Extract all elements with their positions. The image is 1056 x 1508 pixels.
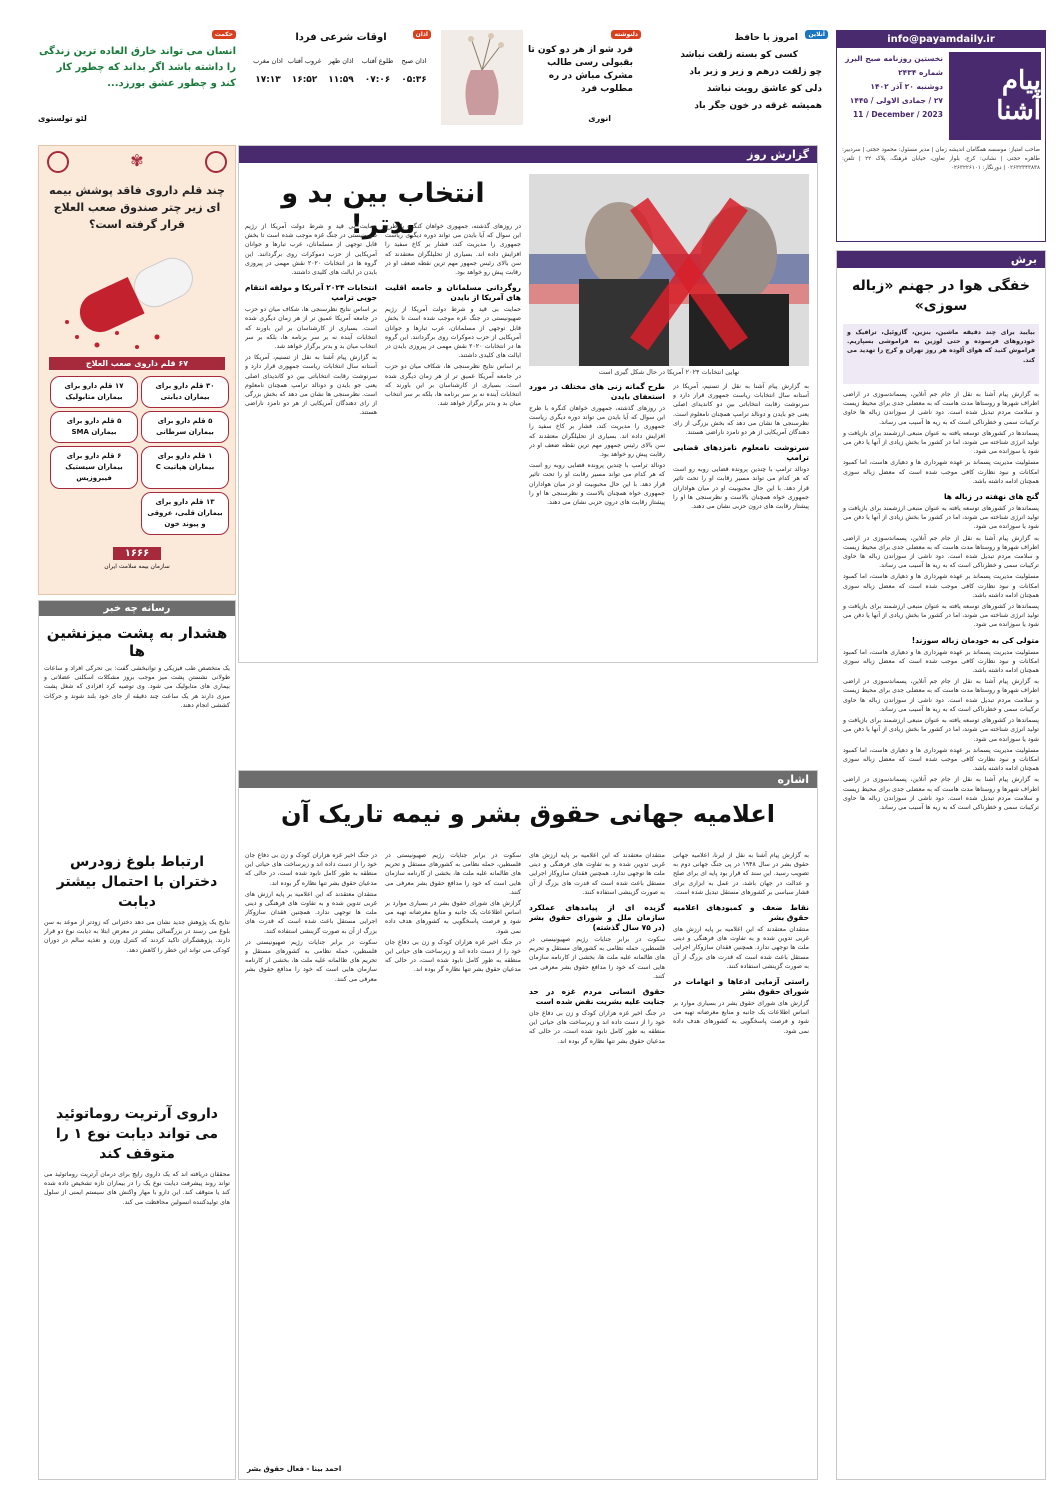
prayer-time-cell (324, 57, 358, 85)
date-gregorian: 11 / December / 2023 (852, 110, 943, 119)
date-persian: دوشنبه ۲۰ آذر ۱۴۰۲ (870, 82, 943, 91)
masthead-credits: صاحب امتیاز: موسسه همگامان اندیشه زمان | مدیر مسئول: محمود حجتی | سردبیر: طاهره حجتی | نشانی: کرج، بلوار تعاون، خیابان فرهنگ، پلاک ۲۲ | تلفن: ۰۲۶۳۲۳۴۳۸۳۸ | دورنگار: ۰۲۶۳۲۲۶۱۰۱ (842, 147, 1040, 171)
ishareh-headline: اعلامیه جهانی حقوق بشر و نیمه تاریک آن (281, 800, 775, 828)
poem-line: چو زلفت درهم و زیر و زبر باد (689, 67, 822, 77)
insurance-logo (47, 151, 69, 173)
section-header: اشاره (239, 771, 817, 788)
section-header: برش (837, 251, 1045, 268)
ishareh-footer: احمد بینا - فعال حقوق بشر (247, 1465, 342, 1473)
poem-tag: آنلاین (805, 30, 828, 39)
ad-footer: سازمان بیمه سلامت ایران (104, 563, 170, 570)
photo-caption: نهایی انتخابات ۲۰۲۴ آمریکا در حال شکل گیری است (598, 368, 740, 376)
ad-hotline: ۱۶۶۶ (39, 541, 235, 560)
vase-image (441, 30, 523, 125)
quote-author: انوری (588, 114, 611, 123)
bresh-body: به گزارش پیام آشنا به نقل از جام جم آنلاین، پسماندسوزی در اراضی اطراف شهرها و روستاها مدت هاست که به معضلی جدی برای محیط زیست و سلامت مردم تبدیل شده است. دود ناشی از سوزاندن زباله ها حاوی ترکیبات سمی و خطرناکی است که به ریه ها آسیب می رساند. پسماندها در کشورهای توسعه یافته به عنوان منبعی ارزشمند برای بازیافت و تولید انرژی شناخته می شوند، اما در کشور ما بخش زیادی از آنها یا دفن می شود یا سوزانده می شود. مسئولیت مدیریت پسماند بر عهده شهرداری ها و دهیاری هاست، اما کمبود امکانات و نبود نظارت کافی موجب شده است که معضل زباله سوزی همچنان ادامه داشته باشد. گنج های نهفته در زباله ها پسماندها در کشورهای توسعه یافته به عنوان منبعی ارزشمند برای بازیافت و تولید انرژی شناخته می شوند، اما در کشور ما بخش زیادی از آنها یا دفن می شود یا سوزانده می شود. به گزارش پیام آشنا به نقل از جام جم آنلاین، پسماندسوزی در اراضی اطراف شهرها و روستاها مدت هاست که به معضلی جدی برای محیط زیست و سلامت مردم تبدیل شده است. دود ناشی از سوزاندن زباله ها حاوی ترکیبات سمی و خطرناکی است که به ریه ها آسیب می رساند. مسئولیت مدیریت پسماند بر عهده شهرداری ها و دهیاری هاست، اما کمبود امکانات و نبود نظارت کافی موجب شده است که معضل زباله سوزی همچنان ادامه داشته باشد. پسماندها در کشورهای توسعه یافته به عنوان منبعی ارزشمند برای بازیافت و تولید انرژی شناخته می شوند، اما در کشور ما بخش زیادی از آنها یا دفن می شود یا سوزانده می شود. متولی کی به خودمان زباله سوزند! مسئولیت مدیریت پسماند بر عهده شهرداری ها و دهیاری هاست، اما کمبود امکانات و نبود نظارت کافی موجب شده است که معضل زباله سوزی همچنان ادامه داشته باشد. به گزارش پیام آشنا به نقل از جام جم آنلاین، پسماندسوزی در اراضی اطراف شهرها و روستاها مدت هاست که به معضلی جدی برای محیط زیست و سلامت مردم تبدیل شده است. دود ناشی از سوزاندن زباله ها حاوی ترکیبات سمی و خطرناکی است که به ریه ها آسیب می رساند. پسماندها در کشورهای توسعه یافته به عنوان منبعی ارزشمند برای بازیافت و تولید انرژی شناخته می شوند، اما در کشور ما بخش زیادی از آنها یا دفن می شود یا سوزانده می شود. مسئولیت مدیریت پسماند بر عهده شهرداری ها و دهیاری هاست، اما کمبود امکانات و نبود نظارت کافی موجب شده است که معضل زباله سوزی همچنان ادامه داشته باشد. به گزارش پیام آشنا به نقل از جام جم آنلاین، پسماندسوزی در اراضی اطراف شهرها و روستاها مدت هاست که به معضلی جدی برای محیط زیست و سلامت مردم تبدیل شده است. دود ناشی از سوزاندن زباله ها حاوی ترکیبات سمی و خطرناکی است که به ریه ها آسیب می رساند. (843, 391, 1039, 811)
masthead-email[interactable]: info@payamdaily.ir (837, 31, 1045, 48)
prayer-time-value: ۰۷:۰۶ (364, 75, 391, 85)
ad-headline: چند قلم داروی فاقد پوشش بیمه ای زیر چتر صندوق صعب العلاج قرار گرفته است؟ (49, 184, 225, 231)
ishareh-column-3: سکوت در برابر جنایات رژیم صهیونیستی در فلسطین، حمله نظامی به کشورهای مستقل و تحریم های ظالمانه علیه ملت ها، بخشی از کارنامه سازمان هایی است که خود را مدافع حقوق بشر معرفی می کنند. گزارش های شورای حقوق بشر در بسیاری موارد بر اساس اطلاعات یک جانبه و منابع مغرضانه تهیه می شود و فرصت پاسخگویی به کشورهای هدف داده نمی شود. در جنگ اخیر غزه هزاران کودک و زن بی دفاع جان خود را از دست داده اند و زیرساخت های حیاتی این منطقه به طور کامل نابود شده است، در حالی که مدعیان حقوق بشر تنها نظاره گر بوده اند. (385, 852, 521, 974)
prayer-time-cell (397, 57, 431, 85)
quote-box-middle (441, 30, 641, 125)
prayer-title: اوقات شرعی فردا (295, 32, 387, 43)
ishareh-column-4: در جنگ اخیر غزه هزاران کودک و زن بی دفاع جان خود را از دست داده اند و زیرساخت های حیاتی این منطقه به طور کامل نابود شده است، در حالی که مدعیان حقوق بشر تنها نظاره گر بوده اند. منتقدان معتقدند که این اعلامیه بر پایه ارزش های غربی تدوین شده و به تفاوت های فرهنگی و دینی ملت ها توجهی ندارد. همچنین فقدان سازوکار اجرایی مستقل باعث شده است که قدرت های بزرگ از آن به صورت گزینشی استفاده کنند. سکوت در برابر جنایات رژیم صهیونیستی در فلسطین، حمله نظامی به کشورهای مستقل و تحریم های ظالمانه علیه ملت ها، بخشی از کارنامه سازمان هایی است که خود را مدافع حقوق بشر معرفی می کنند. (245, 852, 377, 983)
ad-item: ۳۰ قلم دارو برای بیماران دیابتی (141, 376, 229, 408)
quote-tag: دلنوشته (611, 30, 641, 39)
bresh-column (836, 250, 1046, 1480)
health-body-2: نتایج یک پژوهش جدید نشان می دهد دخترانی که زودتر از موعد به سن بلوغ می رسند در بزرگسالی بیشتر در معرض ابتلا به دیابت نوع دو قرار دارند. پژوهشگران تاکید کردند که کنترل وزن و تغذیه سالم در دوران کودکی می تواند این خطر را کاهش دهد. (44, 919, 230, 954)
issue-number: شماره ۲۴۳۴ (898, 68, 943, 77)
ad-item: ۱ قلم دارو برای بیماران هپاتیت C (141, 446, 229, 489)
section-header: گزارش روز (239, 146, 817, 163)
prayer-tag: اذان (413, 30, 431, 39)
drug-insurance-ad[interactable] (38, 145, 236, 595)
health-ministry-logo (205, 151, 227, 173)
report-column-4: حمایت بی قید و شرط دولت آمریکا از رژیم صهیونیستی در جنگ غزه موجب شده است تا بخش قابل توجهی از مسلمانان، عرب تبارها و جوانان آمریکایی از حزب دموکرات روی برگردانند. این گروه ها در انتخابات ۲۰۲۰ نقش مهمی در پیروزی بایدن در ایالت های کلیدی داشتند. انتخابات ۲۰۲۴ آمریکا و مولفه انتقام جویی ترامپ بر اساس نتایج نظرسنجی ها، شکاف میان دو حزب در جامعه آمریکا عمیق تر از هر زمان دیگری شده است. بسیاری از کارشناسان بر این باورند که انتخابات آینده نه بر سر برنامه ها، بلکه بر سر انتخاب میان بد و بدتر برگزار خواهد شد. به گزارش پیام آشنا به نقل از تسنیم، آمریکا در آستانه سال انتخابات ریاست جمهوری قرار دارد و سرنوشت رقابت انتخاباتی بین دو کاندیدای اصلی یعنی جو بایدن و دونالد ترامپ همچنان نامعلوم است. نظرسنجی ها نشان می دهد که بخش بزرگی از رای دهندگان آمریکایی از هر دو نامزد ناراضی هستند. (245, 223, 377, 417)
section-header: رسانه چه خبر (39, 601, 235, 616)
quote-text: فرد شو از هر دو کون تا بقبولی رسی طالب مشرک مباش در ره مطلوب فرد (527, 45, 633, 94)
health-headline-2: ارتباط بلوغ زودرس دختران با احتمال بیشتر دیابت (56, 854, 218, 910)
prayer-times-box (251, 30, 431, 122)
prayer-time-label: طلوع آفتاب (361, 57, 394, 65)
prayer-table (251, 57, 431, 85)
ad-item: ۵ قلم دارو برای بیماران سرطانی (141, 411, 229, 443)
report-section (238, 145, 818, 663)
ad-item: ۶ قلم دارو برای بیماران سیستیک فیبروزیس (50, 446, 138, 489)
emblem-logo: ✾ (130, 151, 144, 170)
quote-left-author: لئو تولستوی (38, 114, 87, 123)
health-headline-3: داروی آرتریت روماتوئید می تواند دیابت نوع ۱ را متوقف کند (55, 1106, 219, 1162)
date-hijri: ۲۷ / جمادی الاولی / ۱۴۴۵ (849, 96, 943, 105)
bresh-lead: بیایید برای چند دقیقه ماشین، بنزین، گازوئیل، ترافیک و خودروهای فرسوده و حتی لوزین به فراموشی بسپاریم. فراموش کنید که هوای آلوده هر روز تهران و کرج را تهدید می کند. (843, 324, 1039, 384)
ishareh-section (238, 770, 818, 1480)
health-news-column (38, 600, 236, 1480)
ad-item: ۱۷ قلم دارو برای بیماران متابولیک (50, 376, 138, 408)
poem-line: همیشه غرقه در خون جگر باد (694, 101, 822, 111)
prayer-time-value: ۱۷:۱۳ (255, 75, 281, 85)
biden-trump-photo (529, 174, 809, 366)
prayer-time-cell (251, 57, 285, 85)
ad-item: ۵ قلم دارو برای بیماران SMA (50, 411, 138, 443)
quote-left-text: انسان می تواند خارق العاده ترین زندگی را داشته باشد اگر بداند که چطور کار کند و چطور عشق بورزد... (38, 46, 236, 89)
bresh-headline: خفگی هوا در جهنم «زباله سوزی» (852, 278, 1030, 314)
health-headline-1: هشدار به پشت میزنشین ها (46, 624, 228, 660)
newspaper-logo: پیام آشنا (949, 52, 1041, 140)
report-headline: انتخاب بین بد و بدتر! (281, 178, 485, 240)
quote-left-tag: حکمت (212, 30, 236, 39)
prayer-time-value: ۱۱:۵۹ (328, 75, 354, 85)
masthead-subtitle: نخستین روزنامه صبح البرز (845, 54, 943, 63)
masthead (836, 30, 1046, 242)
ad-banner: ۶۷ قلم داروی صعب العلاج (49, 357, 225, 370)
poem-line: کسی کو بسته زلفت نباشد (680, 50, 798, 60)
poem-title: امروز با حافظ (734, 33, 798, 43)
health-body-1: یک متخصص طب فیزیکی و توانبخشی گفت: بی تحرکی افراد و ساعات طولانی نشستن پشت میز موجب بروز مشکلات اسکلتی عضلانی و بیماری های متابولیک می شود. وی توصیه کرد افرادی که شغل پشت میزی دارند هر یک ساعت چند دقیقه از جای خود بلند شوند و حرکات کششی انجام دهند. (44, 665, 230, 709)
prayer-time-label: اذان صبح (401, 57, 427, 65)
health-body-3: محققان دریافته اند که یک داروی رایج برای درمان آرتریت روماتوئید می تواند روند پیشرفت دیابت نوع یک را در بیماران تازه تشخیص داده شده کند یا متوقف کند. این دارو با مهار واکنش های سیستم ایمنی از سلول های تولیدکننده انسولین محافظت می کند. (44, 1171, 230, 1206)
prayer-time-label: اذان ظهر (328, 57, 354, 65)
prayer-time-label: غروب آفتاب (287, 57, 322, 65)
poem-box (648, 30, 828, 122)
prayer-time-value: ۰۵:۳۶ (401, 75, 427, 85)
poem-line: دلی کو عاشق رویت نباشد (706, 84, 822, 94)
quote-box-left (38, 30, 236, 125)
ishareh-column-2: منتقدان معتقدند که این اعلامیه بر پایه ارزش های غربی تدوین شده و به تفاوت های فرهنگی و دینی ملت ها توجهی ندارد. همچنین فقدان سازوکار اجرایی مستقل باعث شده است که قدرت های بزرگ از آن به صورت گزینشی استفاده کنند. گزیده ای از پیامدهای عملکرد سازمان ملل و شورای حقوق بشر (در ۷۵ سال گذشته) سکوت در برابر جنایات رژیم صهیونیستی در فلسطین، حمله نظامی به کشورهای مستقل و تحریم های ظالمانه علیه ملت ها، بخشی از کارنامه سازمان هایی است که خود را مدافع حقوق بشر معرفی می کنند. حقوق انسانی مردم غزه در حد جنایت علیه بشریت نقض شده است در جنگ اخیر غزه هزاران کودک و زن بی دفاع جان خود را از دست داده اند و زیرساخت های حیاتی این منطقه به طور کامل نابود شده است، در حالی که مدعیان حقوق بشر تنها نظاره گر بوده اند. (529, 852, 665, 1045)
ad-item: ۱۳ قلم دارو برای بیماران قلبی، عروقی و پیوند خون (141, 492, 229, 535)
ishareh-column-1: به گزارش پیام آشنا به نقل از ایرنا، اعلامیه جهانی حقوق بشر در سال ۱۹۴۸ در پی جنگ جهانی دوم به تصویب رسید. این سند که قرار بود پایه ای برای صلح و عدالت در جهان باشد، در عمل به ابزاری برای فشار سیاسی بر کشورهای مستقل تبدیل شده است. نقاط ضعف و کمبودهای اعلامیه حقوق بشر منتقدان معتقدند که این اعلامیه بر پایه ارزش های غربی تدوین شده و به تفاوت های فرهنگی و دینی ملت ها توجهی ندارد. همچنین فقدان سازوکار اجرایی مستقل باعث شده است که قدرت های بزرگ از آن به صورت گزینشی استفاده کنند. راستی آزمایی ادعاها و اتهامات در شورای حقوق بشر گزارش های شورای حقوق بشر در بسیاری موارد بر اساس اطلاعات یک جانبه و منابع مغرضانه تهیه می شود و فرصت پاسخگویی به کشورهای هدف داده نمی شود. (673, 852, 809, 1035)
prayer-time-value: ۱۶:۵۲ (291, 75, 318, 85)
report-column-2: طرح گمانه زنی های مختلف در مورد استعفای بایدن در روزهای گذشته، جمهوری خواهان کنگره با طرح این سوال که آیا بایدن می تواند دوره دیگری ریاست جمهوری را مدیریت کند، فشار بر کاخ سفید را افزایش داده اند. بسیاری از تحلیلگران معتقدند که سن بالای رئیس جمهور مهم ترین نقطه ضعف او در رقابت پیش رو خواهد بود. دونالد ترامپ با چندین پرونده قضایی روبه رو است که هر کدام می تواند مسیر رقابت او را تحت تاثیر قرار دهد. با این حال محبوبیت او در میان هواداران جمهوری خواه همچنان بالاست و نظرسنجی ها او را پیشتاز رقابت های درون حزبی نشان می دهند. (529, 382, 665, 507)
prayer-time-cell (361, 57, 395, 85)
report-intro: به گزارش پیام آشنا به نقل از تسنیم، آمریکا در آستانه سال انتخابات ریاست جمهوری قرار دارد و سرنوشت رقابت انتخاباتی بین دو کاندیدای اصلی یعنی جو بایدن و دونالد ترامپ همچنان نامعلوم است. نظرسنجی ها نشان می دهد که بخش بزرگی از رای دهندگان آمریکایی از هر دو نامزد ناراضی هستند. سرنوشت نامعلوم نامزدهای قضایی ترامپ دونالد ترامپ با چندین پرونده قضایی روبه رو است که هر کدام می تواند مسیر رقابت او را تحت تاثیر قرار دهد. با این حال محبوبیت او در میان هواداران جمهوری خواه همچنان بالاست و نظرسنجی ها او را پیشتاز رقابت های درون حزبی نشان می دهند. (673, 383, 809, 511)
ad-item-list (39, 370, 235, 535)
prayer-time-cell (288, 57, 322, 85)
capsule-illustration (39, 237, 235, 357)
report-column-3: در روزهای گذشته، جمهوری خواهان کنگره با طرح این سوال که آیا بایدن می تواند دوره دیگری ریاست جمهوری را مدیریت کند، فشار بر کاخ سفید را افزایش داده اند. بسیاری از تحلیلگران معتقدند که سن بالای رئیس جمهور مهم ترین نقطه ضعف او در رقابت پیش رو خواهد بود. روگردانی مسلمانان و جامعه اقلیت های آمریکا از بایدن حمایت بی قید و شرط دولت آمریکا از رژیم صهیونیستی در جنگ غزه موجب شده است تا بخش قابل توجهی از مسلمانان، عرب تبارها و جوانان آمریکایی از حزب دموکرات روی برگردانند. این گروه ها در انتخابات ۲۰۲۰ نقش مهمی در پیروزی بایدن در ایالت های کلیدی داشتند. بر اساس نتایج نظرسنجی ها، شکاف میان دو حزب در جامعه آمریکا عمیق تر از هر زمان دیگری شده است. بسیاری از کارشناسان بر این باورند که انتخابات آینده نه بر سر برنامه ها، بلکه بر سر انتخاب میان بد و بدتر برگزار خواهد شد. (385, 223, 521, 408)
prayer-time-label: اذان مغرب (253, 57, 283, 65)
